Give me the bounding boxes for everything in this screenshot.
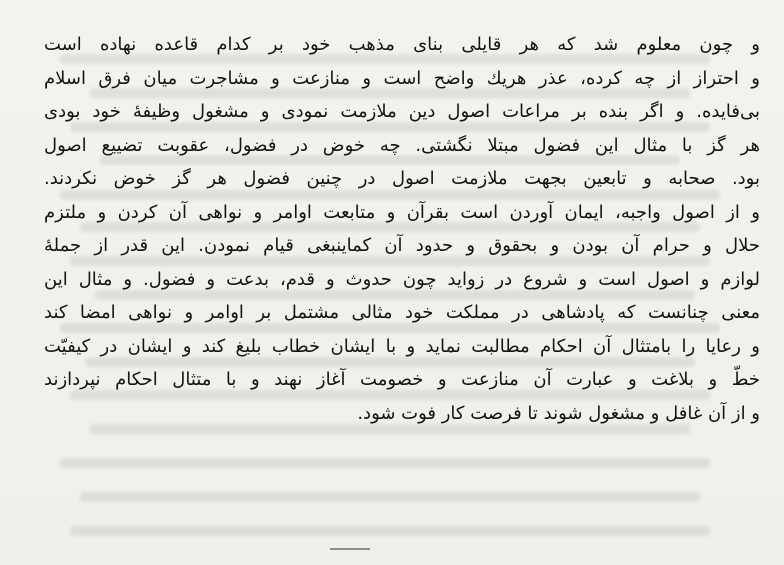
text-line-10: و رعایا را بامتثال آن احکام مطالبت نماید و با ایشان خطاب بلیغ کند و ایشان در کیفیّت (44, 335, 760, 357)
text-line-7: حلال و حرام آن بودن و بحقوق و حدود آن کماینبغی قیام نمودن. این قدر از جملهٔ (44, 235, 760, 256)
text-line-8: لوازم و اصول است و شروع در زواید چون حدوث و قدم، بدعت و فضول. و مثال این (44, 268, 760, 290)
text-line-1: و چون معلوم شد که هر قایلی بنای مذهب خود بر کدام قاعده نهاده است (44, 34, 760, 55)
text-line-6: و از اصول واجبه، ایمان آوردن است بقرآن و متابعت اوامر و نواهی آن کردن و ملتزم (44, 201, 760, 223)
text-line-11: خطّ و بلاغت و عبارت آن منازعت و خصومت آغاز نهند و با متثال احکام نپردازند (44, 369, 760, 390)
text-line-3: بی‌فایده. و اگر بنده بر مراعات اصول دین ملازمت نمودی و مشغول وظیفهٔ خود بودی (44, 101, 760, 122)
text-line-5: بود. صحابه و تابعین بجهت ملازمت اصول در چنین فضول هر گز خوض نکردند. (44, 168, 760, 189)
text-line-9: معنی چنانست که پادشاهی در مملکت خود مثالی مشتمل بر اوامر و نواهی امضا کند (44, 302, 760, 323)
text-line-12: و از آن غافل و مشغول شوند تا فرصت کار فوت شود. (357, 402, 760, 424)
text-line-4: هر گز با مثال این فضول مبتلا نگشتی. چه خوض در فضول، عقوبت تضییع اصول (44, 134, 760, 156)
text-line-2: و احتراز از چه کرده، عذر هریك واضح است و منازعت و مشاجرت میان فرق اسلام (44, 67, 760, 89)
cut-off-glyph-fragment (330, 548, 370, 562)
persian-text-body (44, 28, 760, 430)
